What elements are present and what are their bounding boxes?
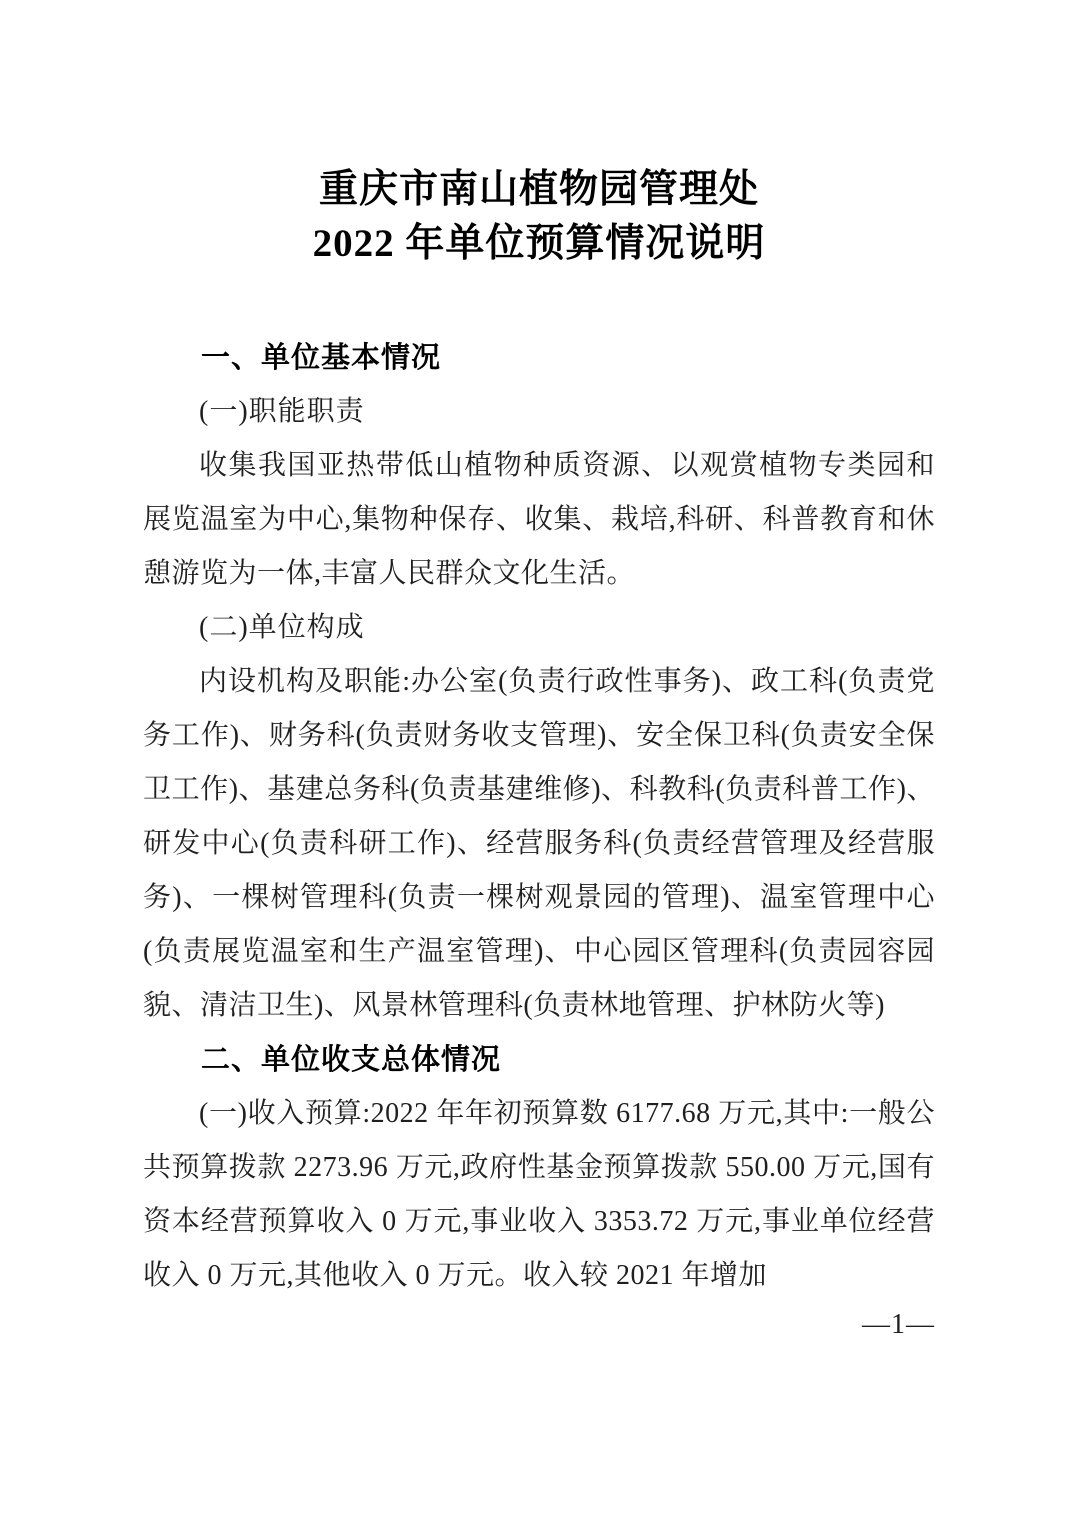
subsection-heading-structure: (二)单位构成 — [199, 612, 365, 643]
page-title — [143, 163, 935, 271]
subsection-heading-duties: (一)职能职责 — [199, 396, 365, 427]
section-heading-budget-overview: 二、单位收支总体情况 — [201, 1044, 502, 1076]
paragraph-duties: 收集我国亚热带低山植物种质资源、以观赏植物专类园和展览温室为中心,集物种保存、收集、栽培,科研、科普教育和休憩游览为一体,丰富人民群众文化生活。 — [143, 450, 935, 589]
title-line-1: 重庆市南山植物园管理处 — [318, 168, 759, 211]
title-line-2: 2022 年单位预算情况说明 — [312, 222, 766, 265]
page-number: —1— — [862, 1309, 935, 1340]
section-heading-basic-info: 一、单位基本情况 — [201, 342, 442, 374]
paragraph-income-budget: (一)收入预算:2022 年年初预算数 6177.68 万元,其中:一般公共预算拨款 2273.96 万元,政府性基金预算拨款 550.00 万元,国有资本经营预算收入 0 万元,事业收入 3353.72 万元,事业单位经营收入 0 万元,其他收入 0 万元。收入较 2021 年增加 — [143, 1098, 935, 1291]
paragraph-structure: 内设机构及职能:办公室(负责行政性事务)、政工科(负责党务工作)、财务科(负责财务收支管理)、安全保卫科(负责安全保卫工作)、基建总务科(负责基建维修)、科教科(负责科普工作)、研发中心(负责科研工作)、经营服务科(负责经营管理及经营服务)、一棵树管理科(负责一棵树观景园的管理)、温室管理中心(负责展览温室和生产温室管理)、中心园区管理科(负责园容园貌、清洁卫生)、风景林管理科(负责林地管理、护林防火等) — [143, 666, 935, 1021]
